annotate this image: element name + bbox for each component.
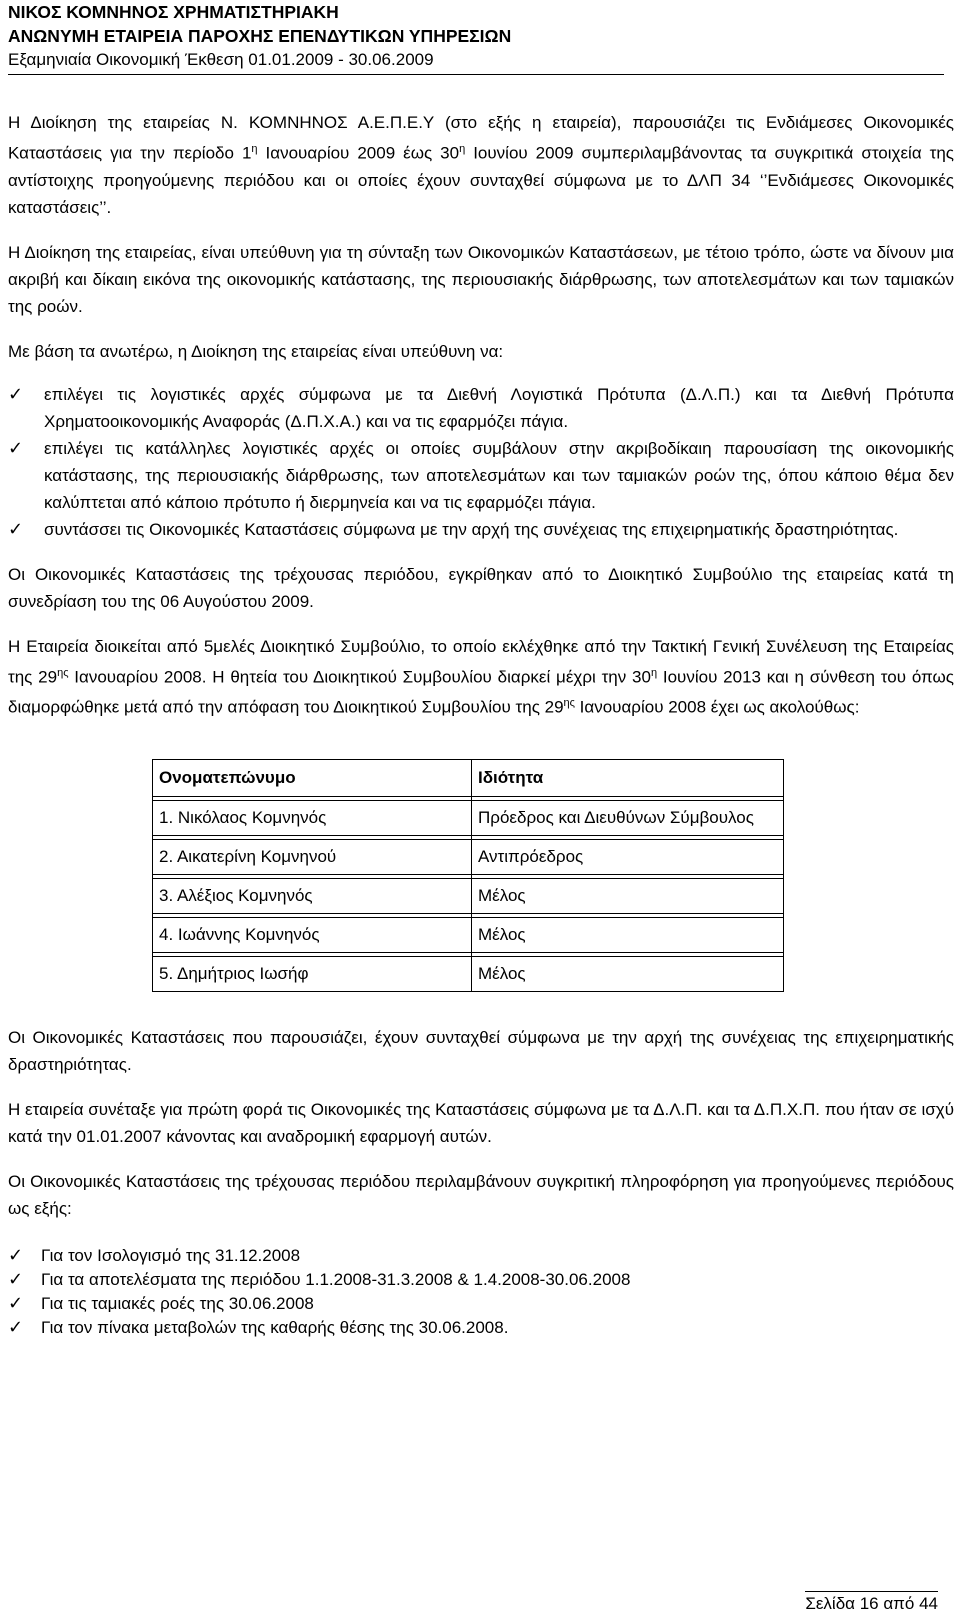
- table-row: [153, 878, 784, 913]
- column-header-role: Ιδιότητα: [472, 759, 784, 796]
- going-concern-paragraph: Οι Οικονομικές Καταστάσεις που παρουσιάζει, έχουν συνταχθεί σύμφωνα με την αρχή της συνέχειας της επιχειρηματικής δραστηριότητας.: [8, 1027, 954, 1074]
- check-mark-icon: ✓: [8, 518, 24, 540]
- list-item: ✓ Για τις ταμιακές ροές της 30.06.2008: [8, 1292, 314, 1314]
- member-role: Πρόεδρος και Διευθύνων Σύμβουλος: [472, 800, 784, 835]
- member-name: 5. Δημήτριος Ιωσήφ: [153, 956, 472, 991]
- member-role: Μέλος: [472, 956, 784, 991]
- list-item: ✓ επιλέγει τις λογιστικές αρχές σύμφωνα με τα Διεθνή Λογιστικά Πρότυπα (Δ.Λ.Π.) και τα Διεθνή Πρότυπα Χρηματοοικονομικής Αναφοράς (Δ.Π.Χ.Α.) και να τις εφαρμόζει πάγια.: [8, 381, 954, 435]
- first-time-paragraph: Η εταιρεία συνέταξε για πρώτη φορά τις Οικονομικές της Καταστάσεις σύμφωνα με τα Δ.Λ.Π. και τα Δ.Π.Χ.Π. που ήταν σε ισχύ κατά την 01.01.2007 κάνοντας και αναδρομική εφαρμογή αυτών.: [8, 1099, 954, 1146]
- company-name-line2: ΑΝΩΝΥΜΗ ΕΤΑΙΡΕΙΑ ΠΑΡΟΧΗΣ ΕΠΕΝΔΥΤΙΚΩΝ ΥΠΗΡΕΣΙΩΝ: [8, 26, 512, 46]
- check-mark-icon: ✓: [8, 437, 24, 459]
- check-mark-icon: ✓: [8, 1244, 24, 1266]
- comparative-paragraph: Οι Οικονομικές Καταστάσεις της τρέχουσας περιόδου περιλαμβάνουν συγκριτική πληροφόρηση για προηγούμενες περιόδους ως εξής:: [8, 1171, 954, 1218]
- list-item: ✓ συντάσσει τις Οικονομικές Καταστάσεις σύμφωνα με την αρχή της συνέχειας της επιχειρηματικής δραστηριότητας.: [8, 516, 954, 543]
- table-row: [153, 800, 784, 835]
- list-item: ✓ Για τα αποτελέσματα της περιόδου 1.1.2008-31.3.2008 & 1.4.2008-30.06.2008: [8, 1268, 631, 1290]
- member-role: Μέλος: [472, 917, 784, 952]
- company-name-line1: ΝΙΚΟΣ ΚΟΜΝΗΝΟΣ ΧΡΗΜΑΤΙΣΤΗΡΙΑΚΗ: [8, 2, 339, 22]
- board-members-table: [152, 759, 784, 992]
- check-mark-icon: ✓: [8, 1316, 24, 1338]
- member-name: 3. Αλέξιος Κομνηνός: [153, 878, 472, 913]
- intro-paragraph: Η Διοίκηση της εταιρείας Ν. ΚΟΜΝΗΝΟΣ Α.Ε.Π.Ε.Υ (στο εξής η εταιρεία), παρουσιάζει τις Ενδιάμεσες Οικονομικές Καταστάσεις για την περίοδο $1^\eta$ Ιανουαρίου 2009 έως $30^\eta$ Ιουνίου 2009 συμπεριλαμβάνοντας τα συγκριτικά στοιχεία της αντίστοιχης προηγούμενης περιόδου και οι οποίες έχουν συνταχθεί σύμφωνα με το ΔΛΠ 34 ‘’Ενδιάμεσες Οικονομικές καταστάσεις’’.: [8, 113, 954, 217]
- member-name: 4. Ιωάννης Κομνηνός: [153, 917, 472, 952]
- document-header: [8, 0, 954, 75]
- based-on-paragraph: Με βάση τα ανωτέρω, η Διοίκηση της εταιρείας είναι υπεύθυνη να:: [8, 341, 504, 361]
- board-paragraph: Η Εταιρεία διοικείται από 5μελές Διοικητικό Συμβούλιο, το οποίο εκλέχθηκε από την Τακτική Γενική Συνέλευση της Εταιρείας της $29^{\eta\varsigma}$ Ιανουαρίου 2008. Η θητεία του Διοικητικού Συμβουλίου διαρκεί μέχρι την $30^\eta$ Ιουνίου 2013 και η σύνθεση του όπως διαμορφώθηκε μετά από την απόφαση του Διοικητικού Συμβουλίου της $29^{\eta\varsigma}$ Ιανουαρίου 2008 έχει ως ακολούθως:: [8, 636, 954, 717]
- table-row: [153, 917, 784, 952]
- list-item: ✓ Για τον Ισολογισμό της 31.12.2008: [8, 1244, 301, 1266]
- check-mark-icon: ✓: [8, 383, 24, 405]
- member-role: Μέλος: [472, 878, 784, 913]
- comparatives-list: [8, 1244, 954, 1340]
- list-item: ✓ Για τον πίνακα μεταβολών της καθαρής θέσης της 30.06.2008.: [8, 1316, 509, 1338]
- list-item: ✓ επιλέγει τις κατάλληλες λογιστικές αρχές οι οποίες συμβάλουν στην ακριβοδίκαιη παρουσίαση της οικονομικής κατάστασης, της περιουσιακής διάρθρωσης, των αποτελεσμάτων και των ταμιακών ροών της, όπου κάποιο θέμα δεν καλύπτεται από κάποιο πρότυπο ή διερμηνεία και να τις εφαρμόζει πάγια.: [8, 435, 954, 516]
- table-header-row: [153, 759, 784, 796]
- member-name: 2. Αικατερίνη Κομνηνού: [153, 839, 472, 874]
- table-row: [153, 956, 784, 991]
- page-number: Σελίδα 16 από 44: [805, 1591, 938, 1614]
- responsibilities-list: [8, 381, 954, 543]
- member-role: Αντιπρόεδρος: [472, 839, 784, 874]
- check-mark-icon: ✓: [8, 1292, 24, 1314]
- report-title: Εξαμηνιαία Οικονομική Έκθεση 01.01.2009 - 30.06.2009: [8, 48, 944, 75]
- column-header-name: Ονοματεπώνυμο: [153, 759, 472, 796]
- member-name: 1. Νικόλαος Κομνηνός: [153, 800, 472, 835]
- check-mark-icon: ✓: [8, 1268, 24, 1290]
- approval-paragraph: Οι Οικονομικές Καταστάσεις της τρέχουσας περιόδου, εγκρίθηκαν από το Διοικητικό Συμβούλιο της εταιρείας κατά τη συνεδρίαση του της 06 Αυγούστου 2009.: [8, 564, 954, 611]
- responsibility-paragraph: Η Διοίκηση της εταιρείας, είναι υπεύθυνη για τη σύνταξη των Οικονομικών Καταστάσεων, με τέτοιο τρόπο, ώστε να δίνουν μια ακριβή και δίκαιη εικόνα της οικονομικής κατάστασης, της περιουσιακής διάρθρωσης, των αποτελεσμάτων και των ταμιακών της ροών.: [8, 242, 954, 316]
- table-row: [153, 839, 784, 874]
- document-page: [8, 0, 954, 1340]
